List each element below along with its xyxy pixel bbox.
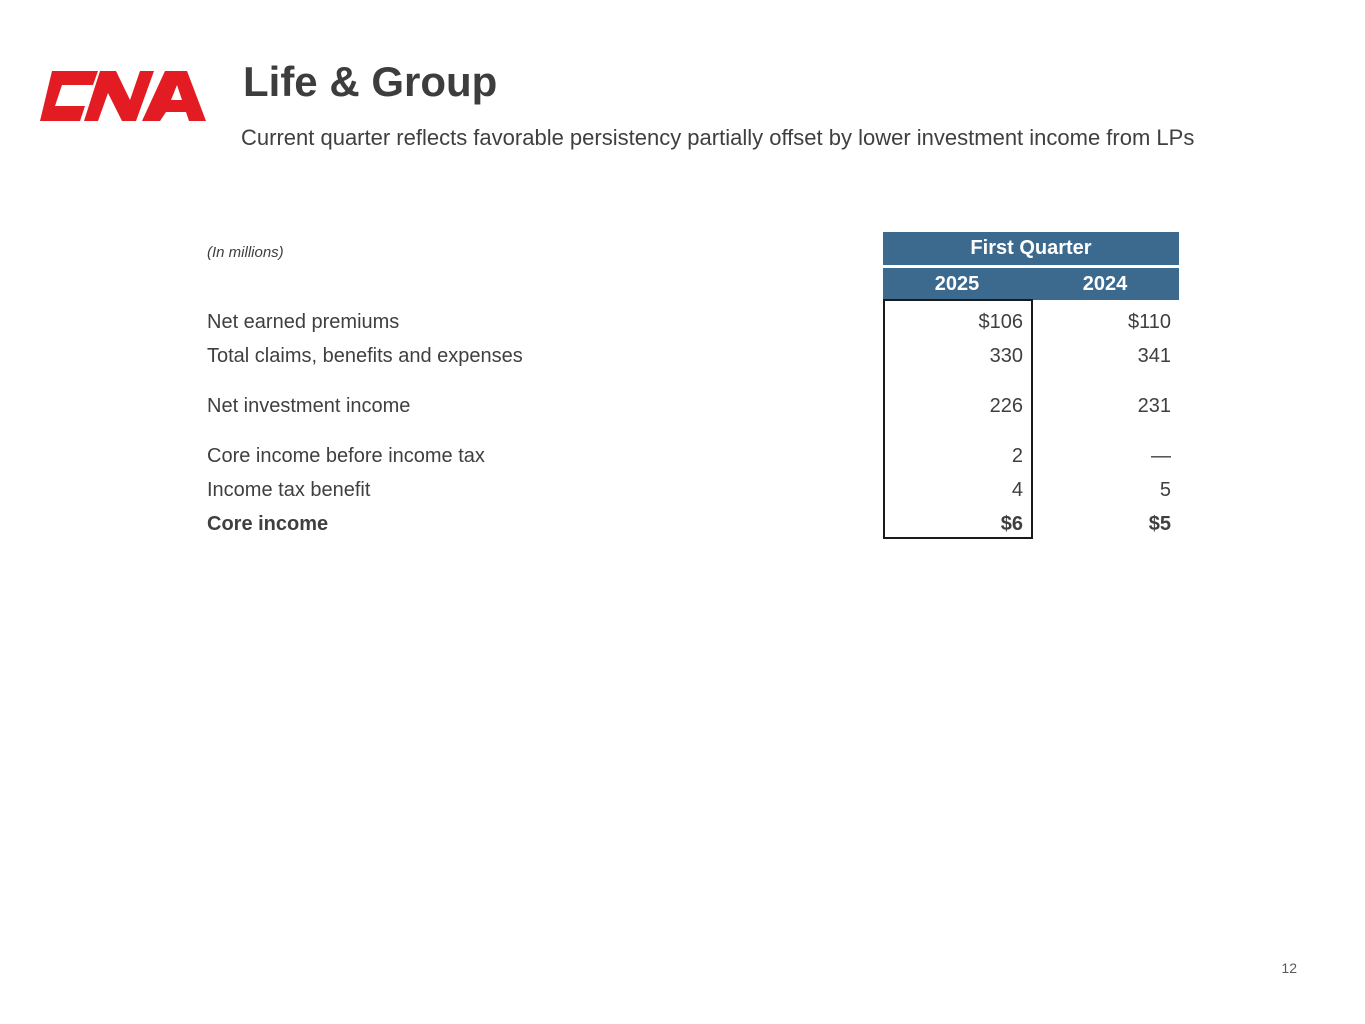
- row-label: Income tax benefit: [207, 479, 371, 501]
- page-title: Life & Group: [243, 58, 498, 105]
- value-2024: 341: [1137, 345, 1171, 367]
- row-label: Core income before income tax: [207, 445, 485, 467]
- page-number: 12: [1281, 960, 1297, 976]
- column-group-header: First Quarter: [883, 232, 1179, 265]
- value-2024: $110: [1127, 311, 1171, 333]
- table-row: [207, 441, 1179, 471]
- table-row: [207, 475, 1179, 505]
- value-2024: $5: [1148, 513, 1171, 535]
- year-header-2024: 2024: [1082, 272, 1128, 295]
- value-2024: 231: [1137, 395, 1171, 417]
- table-row-total: [207, 509, 1179, 539]
- value-2024: —: [1151, 445, 1171, 467]
- table-row: [207, 307, 1179, 337]
- row-label: Net earned premiums: [207, 311, 400, 333]
- row-label: Net investment income: [207, 395, 411, 417]
- page-subtitle: Current quarter reflects favorable persistency partially offset by lower investment income from LPs: [241, 125, 1195, 150]
- row-label: Total claims, benefits and expenses: [207, 345, 523, 367]
- year-header-2025: 2025: [934, 272, 980, 295]
- cna-logo: [38, 68, 208, 126]
- value-2025: 4: [1011, 479, 1023, 501]
- table-row: [207, 341, 1179, 371]
- value-2025: $106: [978, 311, 1023, 333]
- units-note: (In millions): [207, 244, 284, 261]
- value-2025: 330: [989, 345, 1023, 367]
- value-2025: 226: [989, 395, 1023, 417]
- value-2025: $6: [1000, 513, 1023, 535]
- value-2025: 2: [1011, 445, 1023, 467]
- row-label: Core income: [207, 513, 329, 535]
- year-header-row: [883, 268, 1179, 300]
- table-row: [207, 391, 1179, 421]
- value-2024: 5: [1159, 479, 1171, 501]
